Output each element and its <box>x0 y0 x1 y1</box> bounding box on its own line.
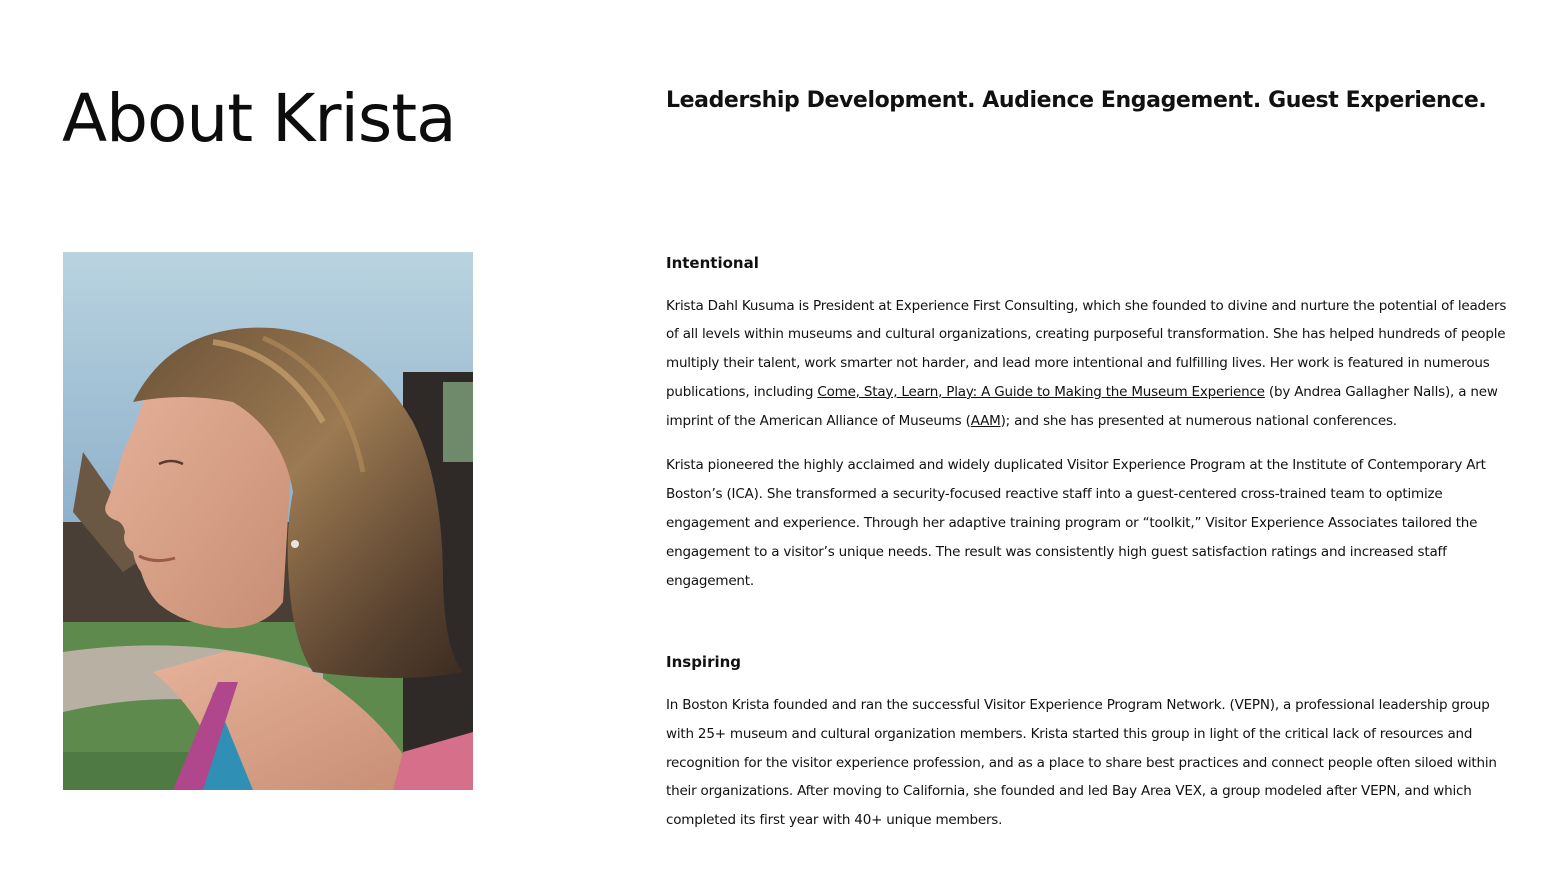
paragraph-text: Krista Dahl Kusuma is President at Experience First Consulting, which she founded to divine and nurture the potential of leaders of all levels within museums and cultural organizations, creating purposeful transformation. She has helped hundreds of people multiply their talent, work smarter not harder, and lead more intentional and fulfilling lives. Her work is featured in numerous publications, including <box>666 297 1507 400</box>
paragraph <box>666 292 1516 436</box>
portrait-photo <box>63 252 473 790</box>
paragraph: Krista pioneered the highly acclaimed and widely duplicated Visitor Experience Program at the Institute of Contemporary Art Boston’s (ICA). She transformed a security-focused reactive staff into a guest-centered cross-trained team to optimize engagement and experience. Through her adaptive training program or “toolkit,” Visitor Experience Associates tailored the engagement to a visitor’s unique needs. The result was consistently high guest satisfaction ratings and increased staff engagement. <box>666 457 1486 589</box>
about-content <box>666 254 1516 851</box>
section-heading: Inspiring <box>666 653 742 672</box>
section-spacer <box>666 611 1516 653</box>
paragraph-text: ); and she has presented at numerous national conferences. <box>1000 412 1397 429</box>
book-link[interactable]: Come, Stay, Learn, Play: A Guide to Making the Museum Experience <box>817 383 1265 400</box>
paragraph: In Boston Krista founded and ran the successful Visitor Experience Program Network. (VEPN), a professional leadership group with 25+ museum and cultural organization members. Krista started this group in light of the critical lack of resources and recognition for the visitor experience profession, and as a place to share best practices and connect people often siloed within their organizations. After moving to California, she founded and led Bay Area VEX, a group modeled after VEPN, and which completed its first year with 40+ unique members. <box>666 696 1497 829</box>
tagline: Leadership Development. Audience Engagement. Guest Experience. <box>666 88 1487 113</box>
section-inspiring <box>666 653 1516 834</box>
section-intentional <box>666 254 1516 595</box>
section-heading: Intentional <box>666 254 759 272</box>
paragraph-text: (by Andrea Gallagher Nalls), a new imprint of the American Alliance of Museums ( <box>666 383 1498 429</box>
page-title: About Krista <box>62 80 456 157</box>
aam-link[interactable]: AAM <box>970 412 1001 429</box>
